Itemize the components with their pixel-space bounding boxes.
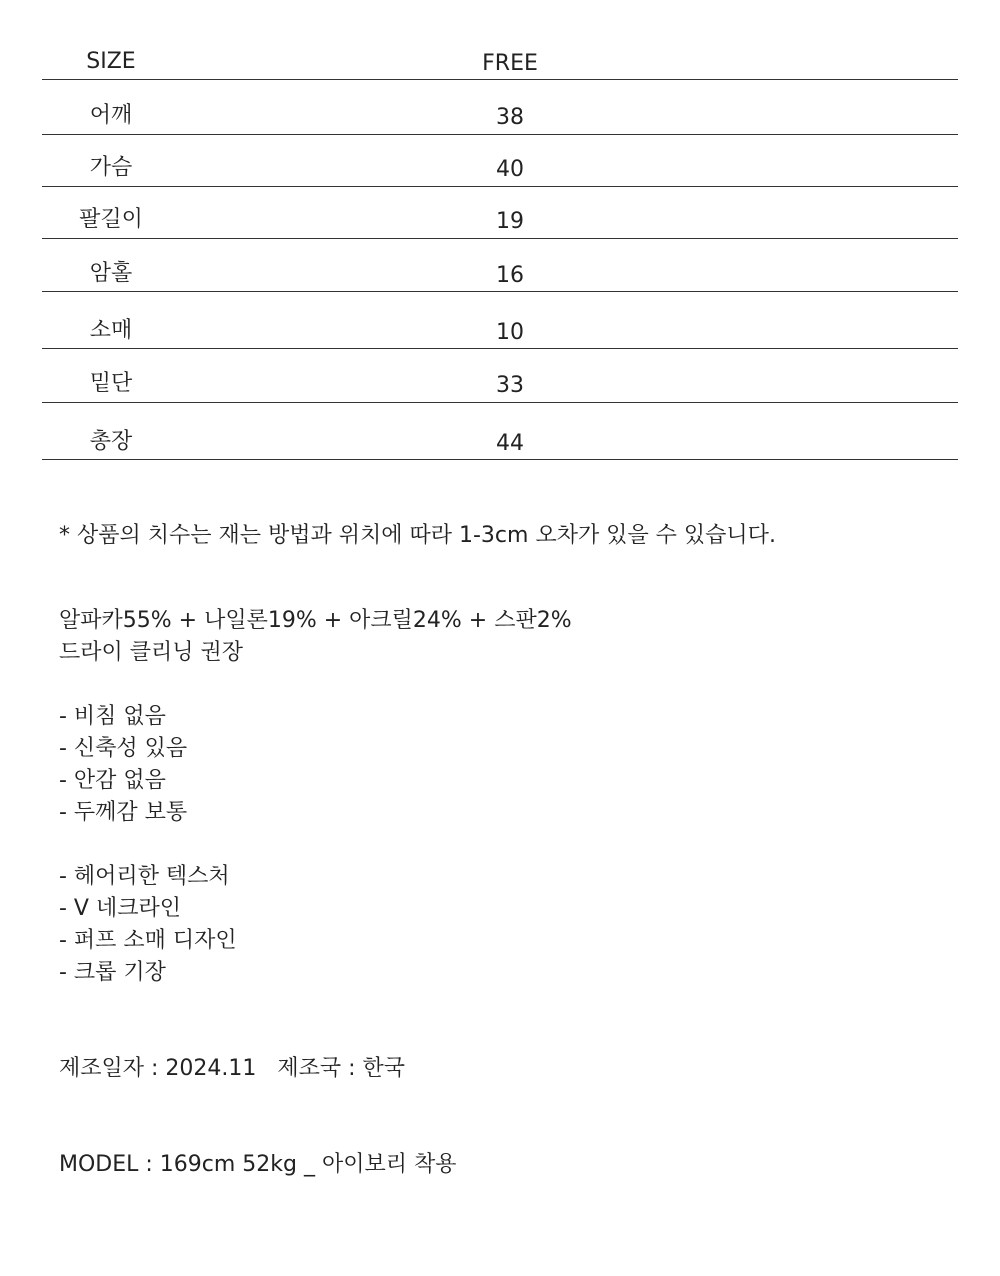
manufacture-info: 제조일자 : 2024.11 제조국 : 한국 (59, 1056, 406, 1081)
size-row-hem (42, 349, 958, 403)
feature-item: - 퍼프 소매 디자인 (59, 928, 237, 953)
size-row-value: 16 (496, 263, 524, 288)
size-row-value: 44 (496, 431, 524, 456)
feature-item: - 크롭 기장 (59, 960, 166, 985)
material-composition: 알파카55% + 나일론19% + 아크릴24% + 스판2% (59, 608, 572, 633)
size-row-label: 가슴 (89, 155, 133, 180)
size-row-label: 밑단 (89, 371, 133, 396)
size-row-value: 38 (496, 105, 524, 130)
size-row-value: 19 (496, 209, 524, 234)
property-item: - 두께감 보통 (59, 800, 188, 825)
size-row-label: 암홀 (89, 261, 133, 286)
property-item: - 안감 없음 (59, 768, 166, 793)
size-row-sleeve (42, 292, 958, 349)
size-row-label: 총장 (89, 429, 133, 454)
size-row-sleeve-length (42, 187, 958, 239)
size-notice: * 상품의 치수는 재는 방법과 위치에 따라 1-3cm 오차가 있을 수 있습니다. (59, 523, 776, 548)
size-row-armhole (42, 239, 958, 292)
feature-item: - 헤어리한 텍스처 (59, 864, 230, 889)
size-row-shoulder (42, 80, 958, 135)
model-info: MODEL : 169cm 52kg _ 아이보리 착용 (59, 1152, 457, 1177)
size-row-value: 10 (496, 320, 524, 345)
size-row-total-length (42, 403, 958, 460)
size-row-value: 33 (496, 373, 524, 398)
size-row-label: 팔길이 (79, 207, 143, 232)
size-table (42, 38, 958, 460)
property-item: - 비침 없음 (59, 704, 166, 729)
size-header-label: SIZE (86, 49, 136, 74)
size-row-label: 어깨 (89, 103, 133, 128)
property-item: - 신축성 있음 (59, 736, 188, 761)
care-instruction: 드라이 클리닝 권장 (59, 640, 244, 665)
size-row-label: 소매 (89, 318, 133, 343)
feature-item: - V 네크라인 (59, 896, 181, 921)
size-header-value: FREE (482, 51, 538, 76)
size-row-value: 40 (496, 157, 524, 182)
size-row-chest (42, 135, 958, 187)
size-header-row (42, 38, 958, 80)
